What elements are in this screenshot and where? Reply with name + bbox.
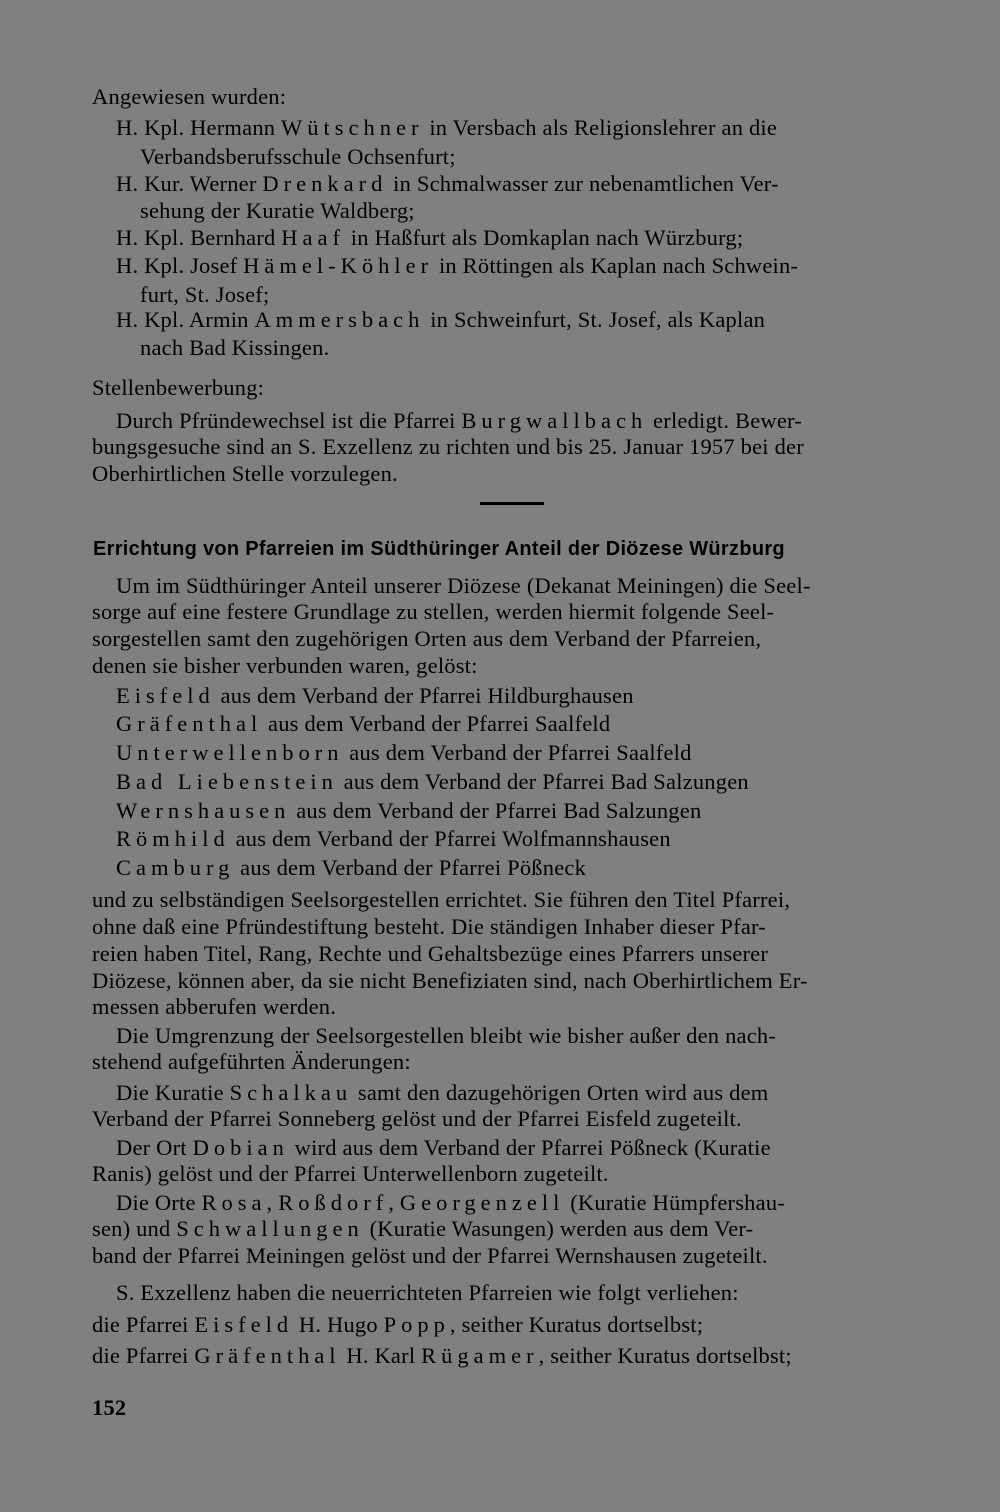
place-name: Rosa xyxy=(201,1190,267,1215)
person-name: Wütschner xyxy=(281,115,424,140)
paragraph-line: sorge auf eine festere Grundlage zu stellen, werden hiermit folgende Seel- xyxy=(92,599,775,624)
paragraph-line: S. Exzellenz haben die neuerrichteten Pfarreien wie folgt verliehen: xyxy=(116,1280,739,1305)
list-item-continuation: furt, St. Josef; xyxy=(140,282,270,307)
paragraph-line: reien haben Titel, Rang, Rechte und Gehaltsbezüge eines Pfarrers unserer xyxy=(92,941,769,966)
person-name: Rügamer xyxy=(421,1343,539,1368)
place-line: Eisfeld aus dem Verband der Pfarrei Hildburghausen xyxy=(116,683,634,708)
paragraph-line: Oberhirtlichen Stelle vorzulegen. xyxy=(92,461,398,486)
section-divider xyxy=(480,502,544,505)
paragraph-line: Ranis) gelöst und der Pfarrei Unterwellenborn zugeteilt. xyxy=(92,1161,609,1186)
paragraph-line: Die Umgrenzung der Seelsorgestellen bleibt wie bisher außer den nach- xyxy=(116,1023,777,1048)
paragraph-line: band der Pfarrei Meiningen gelöst und der Pfarrei Wernshausen zugeteilt. xyxy=(92,1243,768,1268)
paragraph-line: Durch Pfründewechsel ist die Pfarrei Burgwallbach erledigt. Bewer- xyxy=(116,408,802,433)
section-label-stellenbewerbung: Stellenbewerbung: xyxy=(92,375,265,400)
place-line: Camburg aus dem Verband der Pfarrei Pößneck xyxy=(116,855,587,880)
paragraph-line: Diözese, können aber, da sie nicht Benefiziaten sind, nach Oberhirtlichem Er- xyxy=(92,968,808,993)
place-name: Roßdorf xyxy=(278,1190,389,1215)
place-name: Wernshausen xyxy=(116,798,291,823)
list-item-continuation: nach Bad Kissingen. xyxy=(140,335,330,360)
paragraph-line: stehend aufgeführten Änderungen: xyxy=(92,1049,411,1074)
paragraph-line: Der Ort Dobian wird aus dem Verband der Pfarrei Pößneck (Kuratie xyxy=(116,1135,771,1160)
place-name: Unterwellenborn xyxy=(116,740,344,765)
place-name: Eisfeld xyxy=(194,1312,294,1337)
list-item: H. Kpl. Armin Ammersbach in Schweinfurt, St. Josef, als Kaplan xyxy=(116,307,766,332)
place-name: Bad Liebenstein xyxy=(116,769,338,794)
parish-name: Burgwallbach xyxy=(461,408,648,433)
place-line: Wernshausen aus dem Verband der Pfarrei Bad Salzungen xyxy=(116,798,702,823)
paragraph-line: ohne daß eine Pfründestiftung besteht. Die ständigen Inhaber dieser Pfar- xyxy=(92,914,766,939)
person-name: Ammersbach xyxy=(254,307,425,332)
paragraph-line: sen) und Schwallungen (Kuratie Wasungen) werden aus dem Ver- xyxy=(92,1216,754,1241)
person-name: Haaf xyxy=(281,225,345,250)
paragraph-line: bungsgesuche sind an S. Exzellenz zu richten und bis 25. Januar 1957 bei der xyxy=(92,434,804,459)
place-name: Gräfenthal xyxy=(194,1343,341,1368)
list-item-continuation: sehung der Kuratie Waldberg; xyxy=(140,198,415,223)
person-name: Popp xyxy=(383,1312,450,1337)
paragraph-line: Die Kuratie Schalkau samt den dazugehörigen Orten wird aus dem xyxy=(116,1080,769,1105)
section-label-angewiesen: Angewiesen wurden: xyxy=(92,84,287,109)
place-name: Dobian xyxy=(192,1135,289,1160)
list-item: H. Kpl. Hermann Wütschner in Versbach als Religionslehrer an die xyxy=(116,115,778,140)
place-name: Römhild xyxy=(116,826,230,851)
place-line: Unterwellenborn aus dem Verband der Pfarrei Saalfeld xyxy=(116,740,692,765)
appointment-line: die Pfarrei Eisfeld H. Hugo Popp, seither Kuratus dortselbst; xyxy=(92,1312,704,1337)
list-item: H. Kpl. Bernhard Haaf in Haßfurt als Domkaplan nach Würzburg; xyxy=(116,225,744,250)
list-item: H. Kur. Werner Drenkard in Schmalwasser zur nebenamtlichen Ver- xyxy=(116,171,779,196)
page-number: 152 xyxy=(92,1395,127,1420)
section-heading: Errichtung von Pfarreien im Südthüringer Anteil der Diözese Würzburg xyxy=(93,538,785,560)
paragraph-line: und zu selbständigen Seelsorgestellen errichtet. Sie führen den Titel Pfarrei, xyxy=(92,887,791,912)
paragraph-line: messen abberufen werden. xyxy=(92,994,337,1019)
list-item: H. Kpl. Josef Hämel-Köhler in Röttingen als Kaplan nach Schwein- xyxy=(116,253,799,278)
place-line: Bad Liebenstein aus dem Verband der Pfarrei Bad Salzungen xyxy=(116,769,749,794)
place-name: Georgenzell xyxy=(399,1190,565,1215)
place-name: Gräfenthal xyxy=(116,711,263,736)
place-line: Gräfenthal aus dem Verband der Pfarrei Saalfeld xyxy=(116,711,611,736)
appointment-line: die Pfarrei Gräfenthal H. Karl Rügamer, seither Kuratus dortselbst; xyxy=(92,1343,792,1368)
place-name: Schalkau xyxy=(229,1080,353,1105)
list-item-continuation: Verbandsberufsschule Ochsenfurt; xyxy=(140,144,456,169)
paragraph-line: denen sie bisher verbunden waren, gelöst: xyxy=(92,653,478,678)
paragraph-line: Die Orte Rosa, Roßdorf, Georgenzell (Kuratie Hümpfershau- xyxy=(116,1190,785,1215)
place-name: Schwallungen xyxy=(176,1216,364,1241)
paragraph-line: Um im Südthüringer Anteil unserer Diözese (Dekanat Meiningen) die Seel- xyxy=(116,573,811,598)
person-name: Drenkard xyxy=(262,171,388,196)
person-name: Hämel-Köhler xyxy=(243,253,434,278)
place-line: Römhild aus dem Verband der Pfarrei Wolfmannshausen xyxy=(116,826,671,851)
place-name: Camburg xyxy=(116,855,235,880)
paragraph-line: sorgestellen samt den zugehörigen Orten aus dem Verband der Pfarreien, xyxy=(92,626,762,651)
place-name: Eisfeld xyxy=(116,683,215,708)
paragraph-line: Verband der Pfarrei Sonneberg gelöst und der Pfarrei Eisfeld zugeteilt. xyxy=(92,1106,742,1131)
